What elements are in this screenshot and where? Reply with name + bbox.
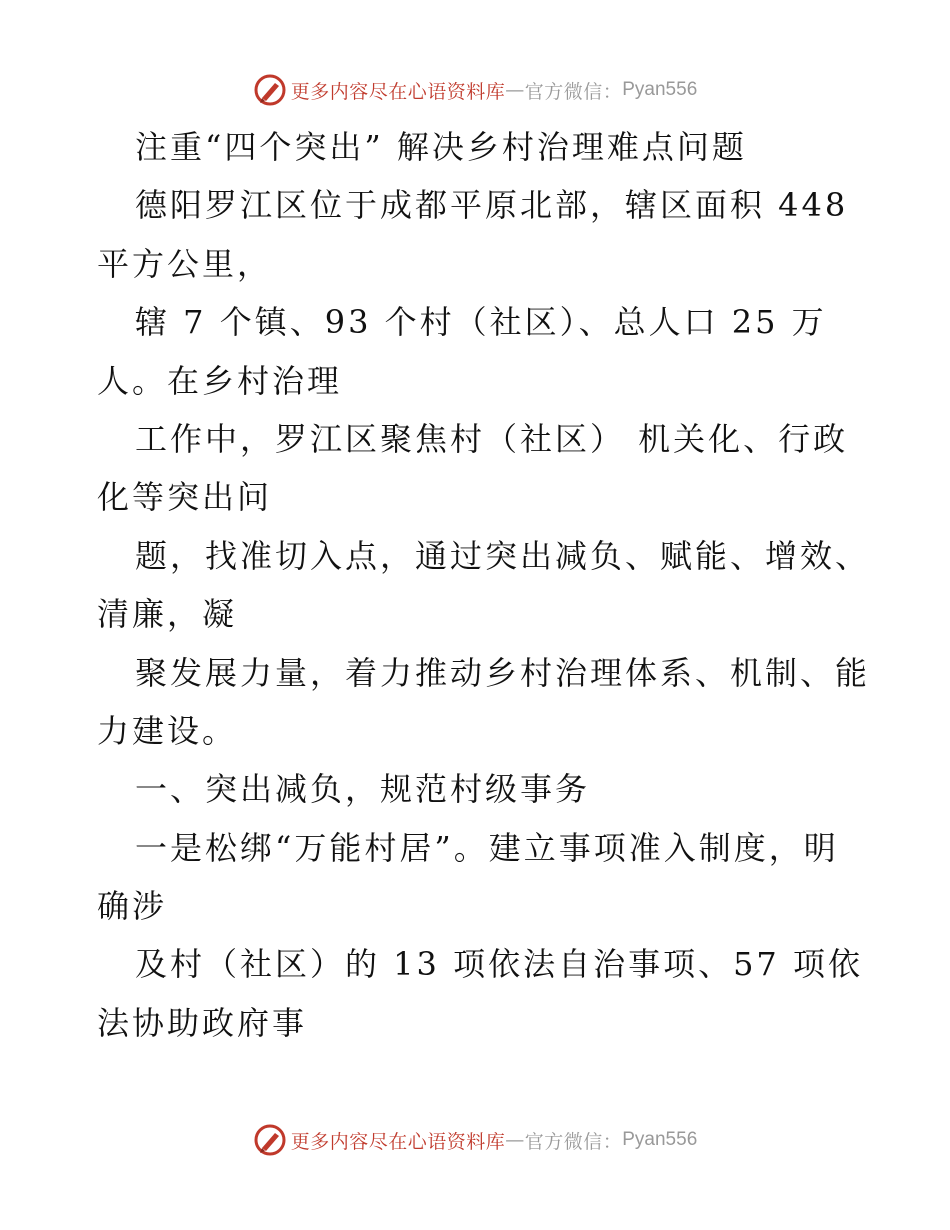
watermark-sub: 官方微信： — [524, 80, 623, 103]
watermark-separator: — — [505, 79, 525, 101]
doc-paragraph-line: 清廉，凝 — [97, 595, 238, 634]
document-body — [97, 118, 871, 1052]
doc-paragraph-line: 力建设。 — [97, 711, 238, 750]
pen-logo-icon — [253, 1123, 287, 1157]
doc-paragraph-line: 一是松绑“万能村居”。建立事项准入制度，明 — [135, 828, 839, 867]
doc-paragraph-line: 确涉 — [97, 887, 168, 926]
watermark-brand: 更多内容尽在心语资料库 — [290, 1130, 506, 1153]
doc-paragraph-line: 及村（社区）的 13 项依法自治事项、57 项依 — [135, 945, 863, 984]
watermark-separator: — — [505, 1129, 525, 1151]
pen-logo-icon — [253, 73, 287, 107]
doc-title: 注重“四个突出” 解决乡村治理难点问题 — [135, 128, 747, 166]
header-watermark — [0, 70, 950, 110]
doc-paragraph-line: 法协助政府事 — [97, 1003, 308, 1042]
doc-paragraph-line: 工作中，罗江区聚焦村（社区） 机关化、行政 — [135, 419, 849, 458]
watermark-wechat-id: Pyan556 — [622, 79, 698, 100]
doc-paragraph-line: 人。在乡村治理 — [97, 361, 343, 400]
doc-paragraph-line: 辖 7 个镇、93 个村（社区）、总人口 25 万 — [135, 303, 827, 342]
doc-paragraph-line: 平方公里， — [97, 244, 273, 283]
doc-paragraph-line: 德阳罗江区位于成都平原北部，辖区面积 448 — [135, 186, 849, 225]
doc-paragraph-line: 化等突出问 — [97, 478, 273, 517]
watermark-sub: 官方微信： — [524, 1130, 623, 1153]
doc-paragraph-line: 题，找准切入点，通过突出减负、赋能、增效、 — [135, 536, 871, 575]
watermark-brand: 更多内容尽在心语资料库 — [290, 80, 506, 103]
footer-watermark — [0, 1120, 950, 1160]
doc-section-heading: 一、突出减负，规范村级事务 — [135, 770, 591, 809]
doc-paragraph-line: 聚发展力量，着力推动乡村治理体系、机制、能 — [135, 653, 871, 692]
watermark-wechat-id: Pyan556 — [622, 1129, 698, 1150]
